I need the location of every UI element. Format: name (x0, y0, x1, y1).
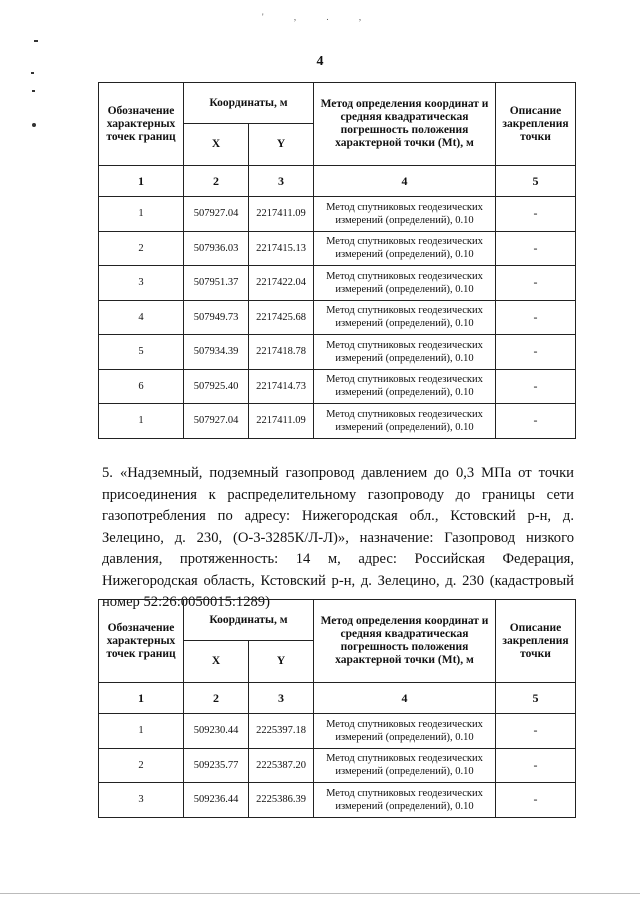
coord-y: 2217415.13 (249, 231, 314, 266)
point-number: 5 (99, 335, 184, 370)
scan-artifact: ' , . , (262, 12, 376, 22)
table-row (99, 404, 576, 439)
coord-y: 2225387.20 (249, 748, 314, 783)
coord-y: 2217414.73 (249, 369, 314, 404)
coord-y: 2217411.09 (249, 404, 314, 439)
column-number: 1 (99, 166, 184, 197)
coord-x: 507934.39 (184, 335, 249, 370)
description-text: - (496, 783, 576, 818)
point-number: 2 (99, 748, 184, 783)
method-text: Метод спутниковых геодезических измерений (определений), 0.10 (314, 783, 496, 818)
coord-x: 507936.03 (184, 231, 249, 266)
point-number: 2 (99, 231, 184, 266)
column-number: 4 (314, 166, 496, 197)
header-method: Метод определения координат и средняя квадратическая погрешность положения характерной точки (Mt), м (314, 600, 496, 683)
point-number: 4 (99, 300, 184, 335)
point-number: 1 (99, 404, 184, 439)
description-text: - (496, 369, 576, 404)
table-row (99, 748, 576, 783)
description-text: - (496, 300, 576, 335)
coordinates-table-2 (98, 599, 576, 818)
table-body (99, 197, 576, 439)
coord-y: 2217411.09 (249, 197, 314, 232)
column-number: 4 (314, 683, 496, 714)
method-text: Метод спутниковых геодезических измерений (определений), 0.10 (314, 300, 496, 335)
point-number: 3 (99, 783, 184, 818)
coord-x: 507949.73 (184, 300, 249, 335)
header-coordinates: Координаты, м (184, 600, 314, 641)
coordinates-table-1 (98, 82, 576, 439)
point-number: 6 (99, 369, 184, 404)
scan-edge-line (0, 893, 640, 894)
coord-y: 2225386.39 (249, 783, 314, 818)
description-text: - (496, 748, 576, 783)
method-text: Метод спутниковых геодезических измерений (определений), 0.10 (314, 231, 496, 266)
description-text: - (496, 266, 576, 301)
coord-x: 509236.44 (184, 783, 249, 818)
method-text: Метод спутниковых геодезических измерений (определений), 0.10 (314, 335, 496, 370)
column-number: 1 (99, 683, 184, 714)
header-description: Описание закрепления точки (496, 600, 576, 683)
coord-x: 507927.04 (184, 404, 249, 439)
description-text: - (496, 197, 576, 232)
coord-x: 509230.44 (184, 714, 249, 749)
column-number: 3 (249, 683, 314, 714)
table-row (99, 783, 576, 818)
column-number: 5 (496, 166, 576, 197)
table-row (99, 300, 576, 335)
coord-y: 2217422.04 (249, 266, 314, 301)
method-text: Метод спутниковых геодезических измерений (определений), 0.10 (314, 266, 496, 301)
table-body (99, 714, 576, 818)
method-text: Метод спутниковых геодезических измерений (определений), 0.10 (314, 748, 496, 783)
description-text: - (496, 714, 576, 749)
scan-mark (34, 40, 38, 42)
table-row (99, 335, 576, 370)
coord-y: 2225397.18 (249, 714, 314, 749)
method-text: Метод спутниковых геодезических измерений (определений), 0.10 (314, 197, 496, 232)
header-x: X (184, 641, 249, 683)
coord-x: 509235.77 (184, 748, 249, 783)
column-number: 5 (496, 683, 576, 714)
table-row (99, 197, 576, 232)
column-number: 3 (249, 166, 314, 197)
table-row (99, 231, 576, 266)
page-number: 4 (316, 54, 324, 69)
coord-y: 2217418.78 (249, 335, 314, 370)
header-point-designation: Обозначение характерных точек границ (99, 600, 184, 683)
header-coordinates: Координаты, м (184, 83, 314, 124)
method-text: Метод спутниковых геодезических измерений (определений), 0.10 (314, 714, 496, 749)
table-row (99, 714, 576, 749)
object-description-paragraph: 5. «Надземный, подземный газопровод давлением до 0,3 МПа от точки присоединения к распределительному газопроводу до границы сети газопотребления по адресу: Нижегородская обл., Кстовский р-н, д. Зелецино, д. 230, (О-3-3285К/Л-Л)», назначение: Газопровод низкого давления, протяженность: 14 м, адрес: Российская Федерация, Нижегородская область, Кстовский р-н, д. Зелецино, д. 230 (кадастровый номер 52:26:0050015:1289) (102, 465, 574, 610)
description-text: - (496, 404, 576, 439)
column-number: 2 (184, 683, 249, 714)
scan-mark (32, 90, 35, 92)
method-text: Метод спутниковых геодезических измерений (определений), 0.10 (314, 369, 496, 404)
coord-y: 2217425.68 (249, 300, 314, 335)
scan-mark (32, 123, 36, 127)
coord-x: 507925.40 (184, 369, 249, 404)
coord-x: 507951.37 (184, 266, 249, 301)
coord-x: 507927.04 (184, 197, 249, 232)
point-number: 1 (99, 197, 184, 232)
header-y: Y (249, 641, 314, 683)
point-number: 3 (99, 266, 184, 301)
description-text: - (496, 335, 576, 370)
point-number: 1 (99, 714, 184, 749)
method-text: Метод спутниковых геодезических измерений (определений), 0.10 (314, 404, 496, 439)
header-x: X (184, 124, 249, 166)
table-row (99, 369, 576, 404)
description-text: - (496, 231, 576, 266)
table-row (99, 266, 576, 301)
header-point-designation: Обозначение характерных точек границ (99, 83, 184, 166)
header-y: Y (249, 124, 314, 166)
header-description: Описание закрепления точки (496, 83, 576, 166)
header-method: Метод определения координат и средняя квадратическая погрешность положения характерной точки (Mt), м (314, 83, 496, 166)
column-number: 2 (184, 166, 249, 197)
scan-mark (31, 72, 34, 74)
